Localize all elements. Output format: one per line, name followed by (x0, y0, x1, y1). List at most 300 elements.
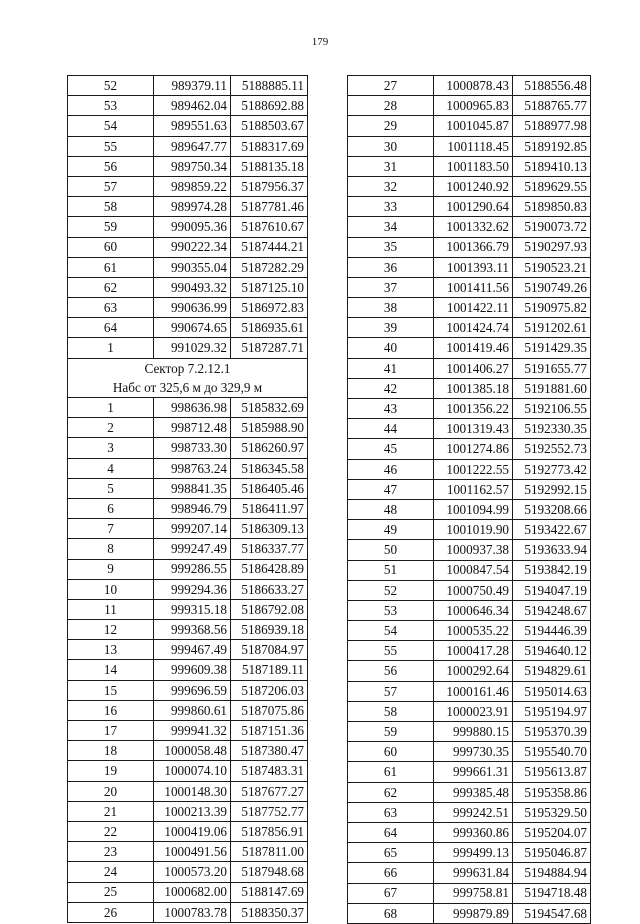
x-coordinate-cell: 1000419.06 (154, 821, 231, 841)
y-coordinate-cell: 5186337.77 (231, 539, 308, 559)
table-row (68, 338, 308, 358)
point-number-cell: 29 (348, 116, 434, 136)
y-coordinate-cell: 5194829.61 (513, 661, 591, 681)
x-coordinate-cell: 999207.14 (154, 519, 231, 539)
y-coordinate-cell: 5187125.10 (231, 277, 308, 297)
point-number-cell: 4 (68, 458, 154, 478)
y-coordinate-cell: 5192330.35 (513, 419, 591, 439)
point-number-cell: 22 (68, 821, 154, 841)
x-coordinate-cell: 1001162.57 (434, 479, 513, 499)
point-number-cell: 56 (68, 156, 154, 176)
point-number-cell: 38 (348, 298, 434, 318)
x-coordinate-cell: 989974.28 (154, 197, 231, 217)
y-coordinate-cell: 5186411.97 (231, 498, 308, 518)
point-number-cell: 34 (348, 217, 434, 237)
y-coordinate-cell: 5187282.29 (231, 257, 308, 277)
point-number-cell: 39 (348, 318, 434, 338)
table-row (68, 156, 308, 176)
x-coordinate-cell: 999467.49 (154, 640, 231, 660)
x-coordinate-cell: 1000682.00 (154, 882, 231, 902)
point-number-cell: 10 (68, 579, 154, 599)
x-coordinate-cell: 998946.79 (154, 498, 231, 518)
point-number-cell: 61 (68, 257, 154, 277)
table-row (68, 438, 308, 458)
x-coordinate-cell: 990095.36 (154, 217, 231, 237)
coordinates-table-left (67, 75, 308, 923)
coordinates-table-right-body (348, 76, 591, 924)
table-row (348, 277, 591, 297)
x-coordinate-cell: 999286.55 (154, 559, 231, 579)
x-coordinate-cell: 999315.18 (154, 599, 231, 619)
table-row (68, 116, 308, 136)
table-row (348, 883, 591, 903)
table-row (68, 821, 308, 841)
x-coordinate-cell: 999696.59 (154, 680, 231, 700)
y-coordinate-cell: 5187287.71 (231, 338, 308, 358)
y-coordinate-cell: 5188765.77 (513, 96, 591, 116)
x-coordinate-cell: 989462.04 (154, 96, 231, 116)
point-number-cell: 11 (68, 599, 154, 619)
table-row (68, 257, 308, 277)
x-coordinate-cell: 1000646.34 (434, 600, 513, 620)
y-coordinate-cell: 5191202.61 (513, 318, 591, 338)
point-number-cell: 56 (348, 661, 434, 681)
x-coordinate-cell: 999294.36 (154, 579, 231, 599)
point-number-cell: 67 (348, 883, 434, 903)
x-coordinate-cell: 989859.22 (154, 176, 231, 196)
y-coordinate-cell: 5188503.67 (231, 116, 308, 136)
y-coordinate-cell: 5195204.07 (513, 822, 591, 842)
x-coordinate-cell: 1000161.46 (434, 681, 513, 701)
y-coordinate-cell: 5188556.48 (513, 76, 591, 96)
point-number-cell: 54 (348, 621, 434, 641)
y-coordinate-cell: 5187444.21 (231, 237, 308, 257)
y-coordinate-cell: 5190975.82 (513, 298, 591, 318)
y-coordinate-cell: 5194718.48 (513, 883, 591, 903)
table-row (68, 136, 308, 156)
table-row (68, 478, 308, 498)
table-row (68, 418, 308, 438)
x-coordinate-cell: 1001222.55 (434, 459, 513, 479)
table-row (68, 801, 308, 821)
point-number-cell: 51 (348, 560, 434, 580)
y-coordinate-cell: 5186345.58 (231, 458, 308, 478)
y-coordinate-cell: 5195329.50 (513, 802, 591, 822)
y-coordinate-cell: 5188135.18 (231, 156, 308, 176)
point-number-cell: 62 (68, 277, 154, 297)
point-number-cell: 63 (68, 298, 154, 318)
coordinates-table-left-body (68, 76, 308, 923)
point-number-cell: 14 (68, 660, 154, 680)
y-coordinate-cell: 5188977.98 (513, 116, 591, 136)
table-row (68, 237, 308, 257)
y-coordinate-cell: 5187956.37 (231, 176, 308, 196)
y-coordinate-cell: 5193633.94 (513, 540, 591, 560)
x-coordinate-cell: 999499.13 (434, 843, 513, 863)
table-row (348, 863, 591, 883)
x-coordinate-cell: 989379.11 (154, 76, 231, 96)
y-coordinate-cell: 5187948.68 (231, 862, 308, 882)
point-number-cell: 58 (68, 197, 154, 217)
point-number-cell: 9 (68, 559, 154, 579)
y-coordinate-cell: 5195014.63 (513, 681, 591, 701)
x-coordinate-cell: 1000213.39 (154, 801, 231, 821)
x-coordinate-cell: 1001118.45 (434, 136, 513, 156)
table-row (348, 76, 591, 96)
table-row (348, 742, 591, 762)
point-number-cell: 63 (348, 802, 434, 822)
table-row (348, 802, 591, 822)
x-coordinate-cell: 998763.24 (154, 458, 231, 478)
x-coordinate-cell: 1001274.86 (434, 439, 513, 459)
x-coordinate-cell: 1001045.87 (434, 116, 513, 136)
y-coordinate-cell: 5194047.19 (513, 580, 591, 600)
point-number-cell: 62 (348, 782, 434, 802)
point-number-cell: 24 (68, 862, 154, 882)
sector-title: Сектор 7.2.12.1 (68, 358, 308, 378)
point-number-cell: 23 (68, 842, 154, 862)
x-coordinate-cell: 1001393.11 (434, 257, 513, 277)
point-number-cell: 25 (68, 882, 154, 902)
x-coordinate-cell: 1001366.79 (434, 237, 513, 257)
table-row (68, 721, 308, 741)
table-row (68, 862, 308, 882)
table-row (68, 761, 308, 781)
point-number-cell: 32 (348, 176, 434, 196)
point-number-cell: 15 (68, 680, 154, 700)
y-coordinate-cell: 5192552.73 (513, 439, 591, 459)
x-coordinate-cell: 999242.51 (434, 802, 513, 822)
x-coordinate-cell: 999730.35 (434, 742, 513, 762)
point-number-cell: 12 (68, 620, 154, 640)
table-row (348, 298, 591, 318)
x-coordinate-cell: 999385.48 (434, 782, 513, 802)
x-coordinate-cell: 999609.38 (154, 660, 231, 680)
x-coordinate-cell: 1001356.22 (434, 399, 513, 419)
y-coordinate-cell: 5188147.69 (231, 882, 308, 902)
y-coordinate-cell: 5194547.68 (513, 903, 591, 923)
x-coordinate-cell: 1000965.83 (434, 96, 513, 116)
table-row (348, 681, 591, 701)
sector-subtitle: Набс от 325,6 м до 329,9 м (68, 378, 308, 398)
point-number-cell: 54 (68, 116, 154, 136)
table-row (348, 338, 591, 358)
point-number-cell: 37 (348, 277, 434, 297)
table-row (68, 882, 308, 902)
point-number-cell: 61 (348, 762, 434, 782)
y-coordinate-cell: 5187151.36 (231, 721, 308, 741)
point-number-cell: 20 (68, 781, 154, 801)
y-coordinate-cell: 5186792.08 (231, 599, 308, 619)
table-row (348, 378, 591, 398)
table-row (68, 700, 308, 720)
point-number-cell: 64 (348, 822, 434, 842)
x-coordinate-cell: 1000023.91 (434, 701, 513, 721)
y-coordinate-cell: 5194248.67 (513, 600, 591, 620)
x-coordinate-cell: 1001411.56 (434, 277, 513, 297)
x-coordinate-cell: 989551.63 (154, 116, 231, 136)
point-number-cell: 1 (68, 398, 154, 418)
x-coordinate-cell: 998636.98 (154, 398, 231, 418)
point-number-cell: 42 (348, 378, 434, 398)
table-row (348, 661, 591, 681)
x-coordinate-cell: 1000491.56 (154, 842, 231, 862)
point-number-cell: 36 (348, 257, 434, 277)
point-number-cell: 58 (348, 701, 434, 721)
x-coordinate-cell: 991029.32 (154, 338, 231, 358)
x-coordinate-cell: 1000535.22 (434, 621, 513, 641)
table-row (68, 741, 308, 761)
x-coordinate-cell: 1000058.48 (154, 741, 231, 761)
y-coordinate-cell: 5188317.69 (231, 136, 308, 156)
y-coordinate-cell: 5189850.83 (513, 197, 591, 217)
y-coordinate-cell: 5188350.37 (231, 902, 308, 922)
x-coordinate-cell: 1001385.18 (434, 378, 513, 398)
x-coordinate-cell: 1000074.10 (154, 761, 231, 781)
x-coordinate-cell: 1000878.43 (434, 76, 513, 96)
point-number-cell: 17 (68, 721, 154, 741)
point-number-cell: 7 (68, 519, 154, 539)
y-coordinate-cell: 5187856.91 (231, 821, 308, 841)
y-coordinate-cell: 5189410.13 (513, 156, 591, 176)
table-row (68, 76, 308, 96)
x-coordinate-cell: 1000847.54 (434, 560, 513, 580)
x-coordinate-cell: 999880.15 (434, 722, 513, 742)
y-coordinate-cell: 5192992.15 (513, 479, 591, 499)
x-coordinate-cell: 1001419.46 (434, 338, 513, 358)
point-number-cell: 43 (348, 399, 434, 419)
y-coordinate-cell: 5185988.90 (231, 418, 308, 438)
y-coordinate-cell: 5195540.70 (513, 742, 591, 762)
y-coordinate-cell: 5186260.97 (231, 438, 308, 458)
y-coordinate-cell: 5186428.89 (231, 559, 308, 579)
x-coordinate-cell: 998841.35 (154, 478, 231, 498)
y-coordinate-cell: 5195358.86 (513, 782, 591, 802)
table-row (68, 620, 308, 640)
x-coordinate-cell: 989750.34 (154, 156, 231, 176)
y-coordinate-cell: 5190297.93 (513, 237, 591, 257)
x-coordinate-cell: 1001332.62 (434, 217, 513, 237)
table-row (348, 479, 591, 499)
x-coordinate-cell: 1000292.64 (434, 661, 513, 681)
table-row (68, 599, 308, 619)
table-row (348, 499, 591, 519)
table-row (68, 318, 308, 338)
y-coordinate-cell: 5187610.67 (231, 217, 308, 237)
table-row (68, 680, 308, 700)
table-row (68, 217, 308, 237)
x-coordinate-cell: 999860.61 (154, 700, 231, 720)
table-row (348, 399, 591, 419)
point-number-cell: 6 (68, 498, 154, 518)
table-row (348, 197, 591, 217)
table-row (68, 559, 308, 579)
table-row (348, 782, 591, 802)
table-row (68, 458, 308, 478)
point-number-cell: 27 (348, 76, 434, 96)
table-row (68, 640, 308, 660)
y-coordinate-cell: 5195194.97 (513, 701, 591, 721)
point-number-cell: 30 (348, 136, 434, 156)
table-row (68, 579, 308, 599)
y-coordinate-cell: 5186972.83 (231, 298, 308, 318)
table-row (348, 580, 591, 600)
x-coordinate-cell: 1001019.90 (434, 520, 513, 540)
point-number-cell: 52 (68, 76, 154, 96)
table-row (68, 176, 308, 196)
table-row (348, 621, 591, 641)
x-coordinate-cell: 1001406.27 (434, 358, 513, 378)
point-number-cell: 18 (68, 741, 154, 761)
point-number-cell: 35 (348, 237, 434, 257)
x-coordinate-cell: 999247.49 (154, 539, 231, 559)
point-number-cell: 46 (348, 459, 434, 479)
point-number-cell: 19 (68, 761, 154, 781)
point-number-cell: 57 (348, 681, 434, 701)
y-coordinate-cell: 5187189.11 (231, 660, 308, 680)
x-coordinate-cell: 1000573.20 (154, 862, 231, 882)
x-coordinate-cell: 999360.86 (434, 822, 513, 842)
x-coordinate-cell: 990636.99 (154, 298, 231, 318)
x-coordinate-cell: 999368.56 (154, 620, 231, 640)
page-number: 179 (311, 36, 329, 48)
point-number-cell: 59 (348, 722, 434, 742)
table-row (348, 96, 591, 116)
point-number-cell: 68 (348, 903, 434, 923)
table-row (348, 641, 591, 661)
table-row (348, 419, 591, 439)
table-row (348, 136, 591, 156)
x-coordinate-cell: 990222.34 (154, 237, 231, 257)
y-coordinate-cell: 5186405.46 (231, 478, 308, 498)
y-coordinate-cell: 5185832.69 (231, 398, 308, 418)
point-number-cell: 64 (68, 318, 154, 338)
point-number-cell: 48 (348, 499, 434, 519)
point-number-cell: 8 (68, 539, 154, 559)
point-number-cell: 45 (348, 439, 434, 459)
y-coordinate-cell: 5189629.55 (513, 176, 591, 196)
table-row (348, 318, 591, 338)
y-coordinate-cell: 5195370.39 (513, 722, 591, 742)
point-number-cell: 21 (68, 801, 154, 821)
x-coordinate-cell: 1000937.38 (434, 540, 513, 560)
point-number-cell: 40 (348, 338, 434, 358)
table-row (348, 560, 591, 580)
x-coordinate-cell: 999661.31 (434, 762, 513, 782)
point-number-cell: 2 (68, 418, 154, 438)
y-coordinate-cell: 5187811.00 (231, 842, 308, 862)
x-coordinate-cell: 990493.32 (154, 277, 231, 297)
point-number-cell: 41 (348, 358, 434, 378)
point-number-cell: 47 (348, 479, 434, 499)
point-number-cell: 66 (348, 863, 434, 883)
table-row (68, 842, 308, 862)
x-coordinate-cell: 1001290.64 (434, 197, 513, 217)
y-coordinate-cell: 5187084.97 (231, 640, 308, 660)
x-coordinate-cell: 999631.84 (434, 863, 513, 883)
y-coordinate-cell: 5190749.26 (513, 277, 591, 297)
y-coordinate-cell: 5189192.85 (513, 136, 591, 156)
y-coordinate-cell: 5190073.72 (513, 217, 591, 237)
point-number-cell: 1 (68, 338, 154, 358)
point-number-cell: 28 (348, 96, 434, 116)
y-coordinate-cell: 5187380.47 (231, 741, 308, 761)
x-coordinate-cell: 1001424.74 (434, 318, 513, 338)
x-coordinate-cell: 999941.32 (154, 721, 231, 741)
x-coordinate-cell: 1001094.99 (434, 499, 513, 519)
y-coordinate-cell: 5193422.67 (513, 520, 591, 540)
y-coordinate-cell: 5191881.60 (513, 378, 591, 398)
table-row (348, 701, 591, 721)
table-row (348, 520, 591, 540)
coordinates-table-right (347, 75, 591, 924)
x-coordinate-cell: 1001183.50 (434, 156, 513, 176)
y-coordinate-cell: 5187781.46 (231, 197, 308, 217)
y-coordinate-cell: 5187677.27 (231, 781, 308, 801)
point-number-cell: 5 (68, 478, 154, 498)
point-number-cell: 50 (348, 540, 434, 560)
table-row (348, 217, 591, 237)
y-coordinate-cell: 5191655.77 (513, 358, 591, 378)
table-row (348, 156, 591, 176)
x-coordinate-cell: 1001240.92 (434, 176, 513, 196)
y-coordinate-cell: 5186939.18 (231, 620, 308, 640)
point-number-cell: 16 (68, 700, 154, 720)
point-number-cell: 60 (348, 742, 434, 762)
point-number-cell: 53 (348, 600, 434, 620)
y-coordinate-cell: 5194640.12 (513, 641, 591, 661)
table-row (68, 781, 308, 801)
table-row (348, 116, 591, 136)
y-coordinate-cell: 5186935.61 (231, 318, 308, 338)
x-coordinate-cell: 1001319.43 (434, 419, 513, 439)
y-coordinate-cell: 5194884.94 (513, 863, 591, 883)
table-row (348, 822, 591, 842)
table-row (68, 398, 308, 418)
table-row (68, 277, 308, 297)
table-row (348, 237, 591, 257)
table-row (348, 903, 591, 923)
y-coordinate-cell: 5195046.87 (513, 843, 591, 863)
table-row (348, 762, 591, 782)
x-coordinate-cell: 998733.30 (154, 438, 231, 458)
y-coordinate-cell: 5186309.13 (231, 519, 308, 539)
y-coordinate-cell: 5191429.35 (513, 338, 591, 358)
table-row (348, 540, 591, 560)
y-coordinate-cell: 5190523.21 (513, 257, 591, 277)
y-coordinate-cell: 5187483.31 (231, 761, 308, 781)
table-row (68, 498, 308, 518)
y-coordinate-cell: 5188692.88 (231, 96, 308, 116)
point-number-cell: 31 (348, 156, 434, 176)
point-number-cell: 55 (348, 641, 434, 661)
table-row (348, 600, 591, 620)
y-coordinate-cell: 5192773.42 (513, 459, 591, 479)
table-row (348, 257, 591, 277)
table-row (68, 539, 308, 559)
point-number-cell: 57 (68, 176, 154, 196)
x-coordinate-cell: 1000148.30 (154, 781, 231, 801)
point-number-cell: 44 (348, 419, 434, 439)
x-coordinate-cell: 990355.04 (154, 257, 231, 277)
table-row (68, 197, 308, 217)
sector-subtitle-row (68, 378, 308, 398)
x-coordinate-cell: 999879.89 (434, 903, 513, 923)
y-coordinate-cell: 5194446.39 (513, 621, 591, 641)
x-coordinate-cell: 989647.77 (154, 136, 231, 156)
table-row (68, 902, 308, 922)
table-row (348, 459, 591, 479)
